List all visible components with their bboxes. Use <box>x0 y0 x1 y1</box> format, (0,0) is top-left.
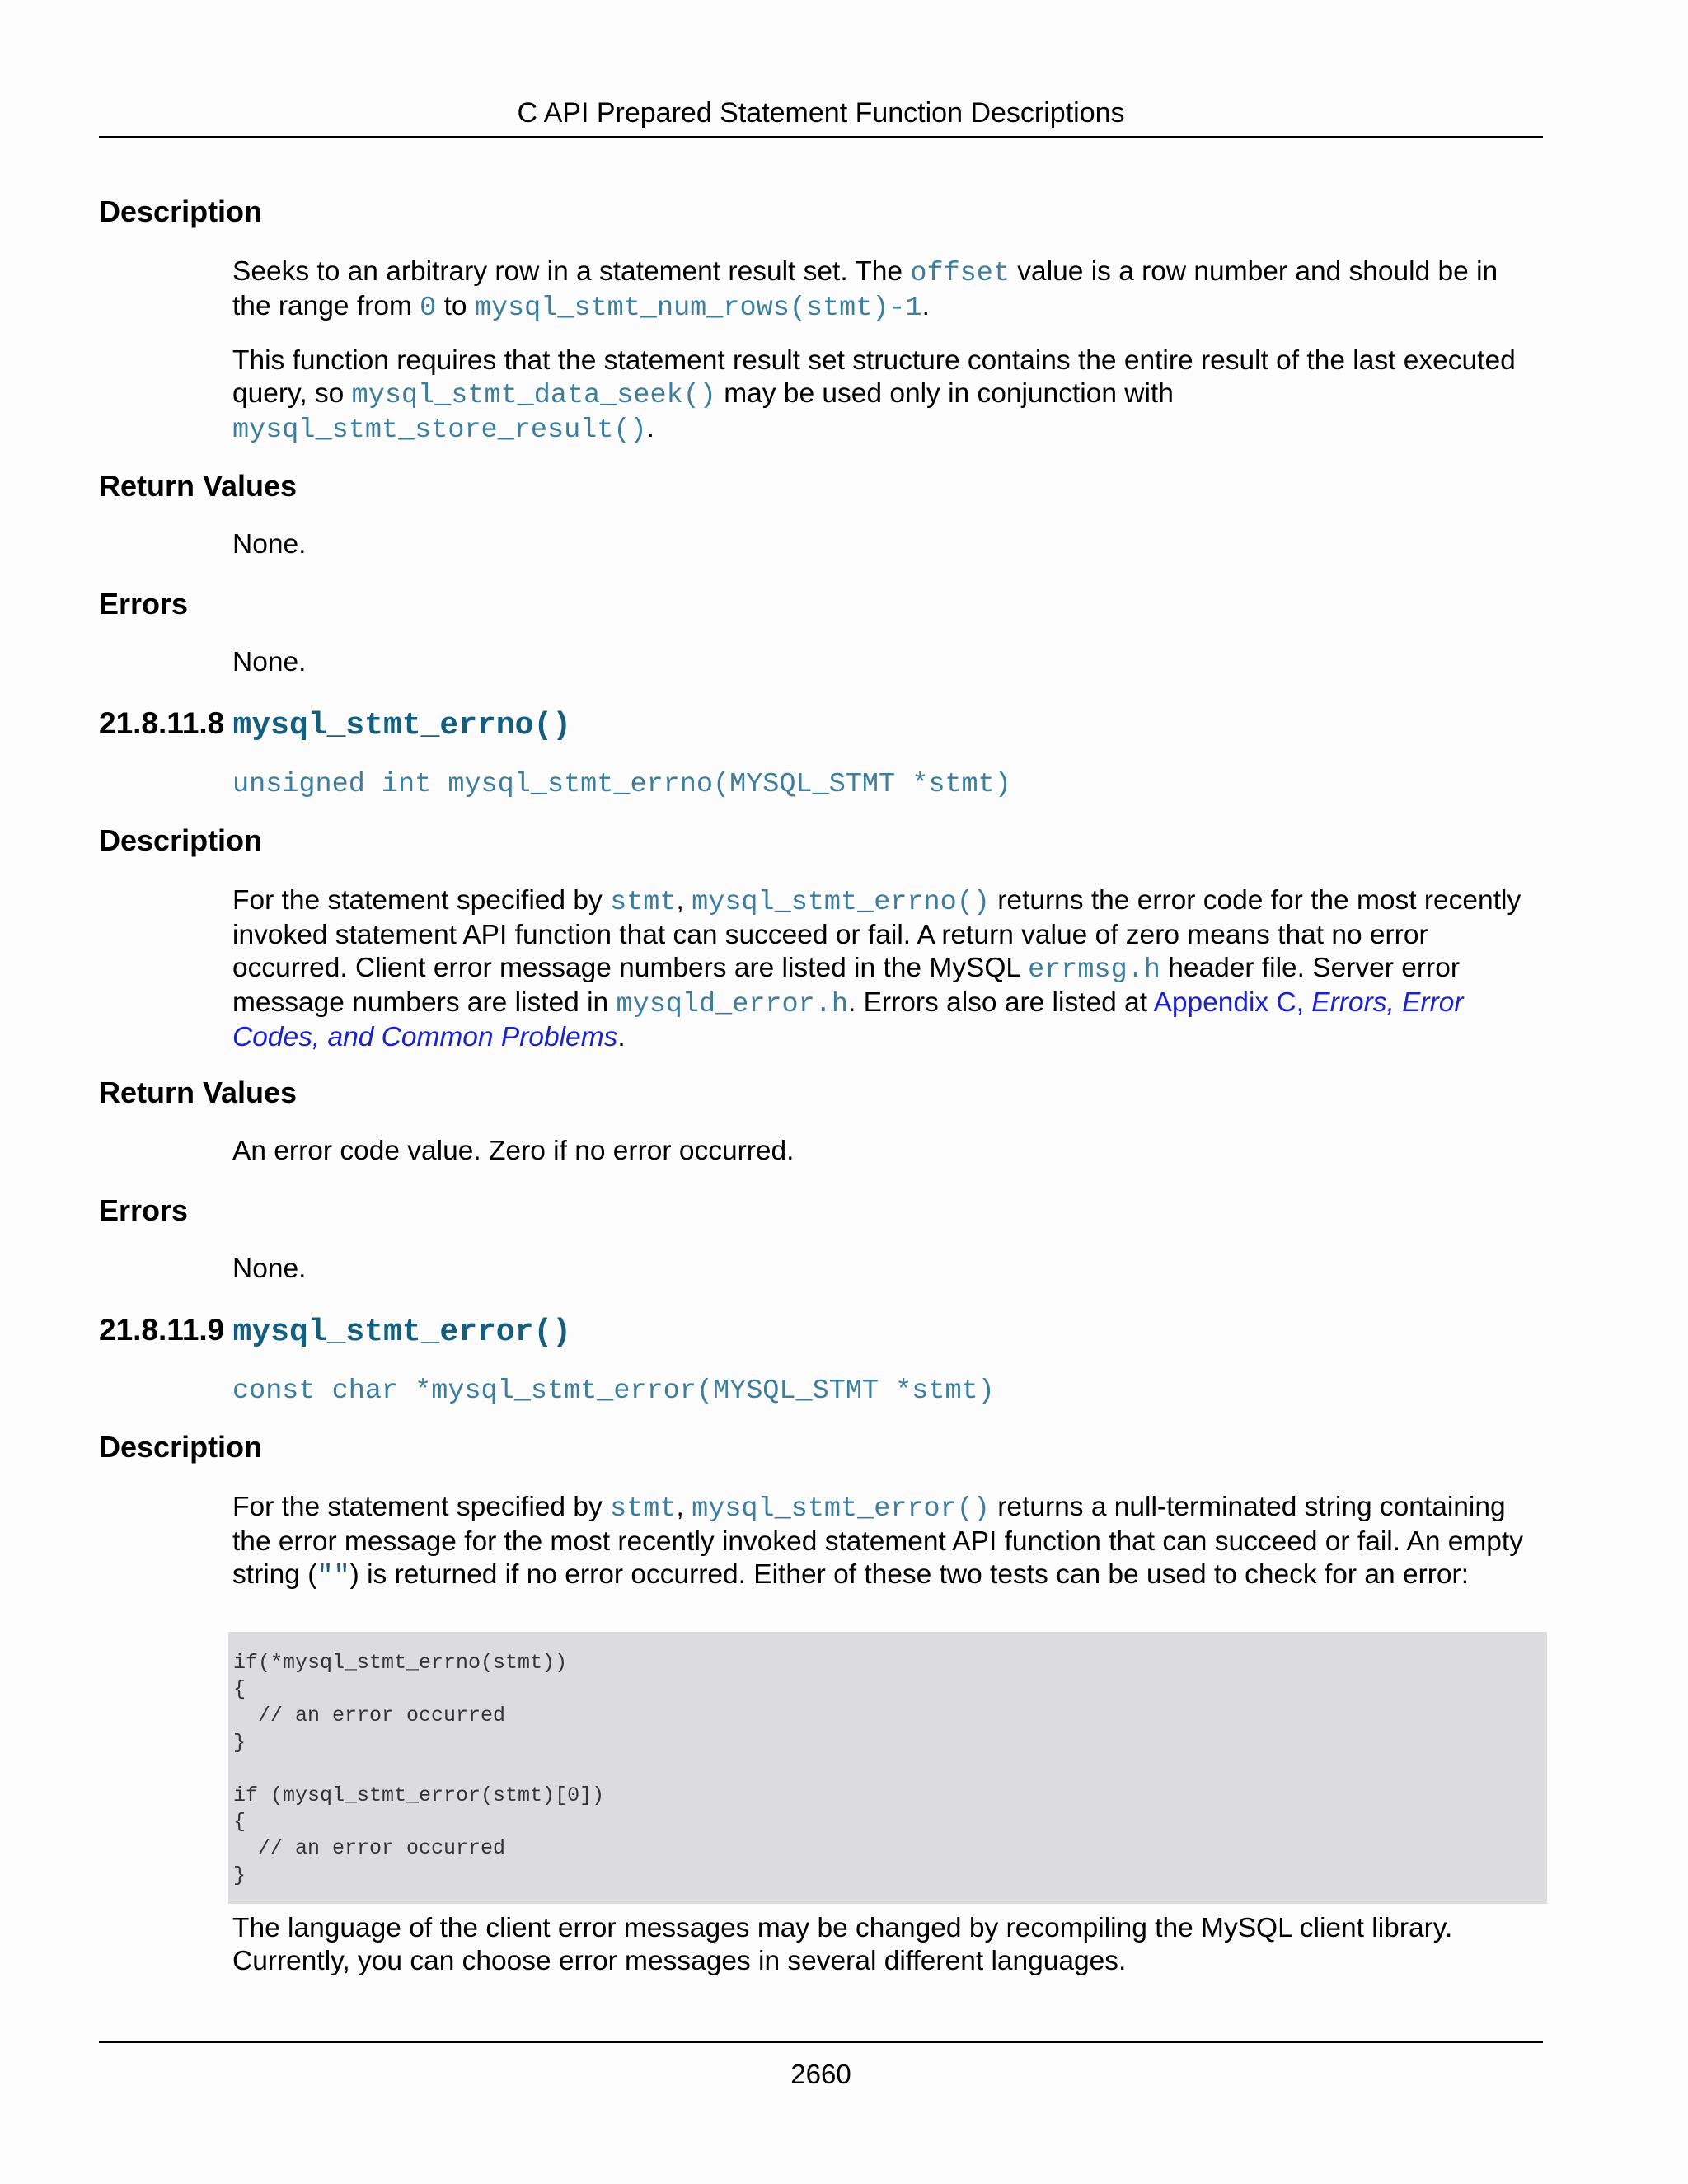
inline-code-stmt: stmt <box>610 1493 677 1525</box>
inline-code-data-seek: mysql_stmt_data_seek() <box>351 380 716 411</box>
return-values-heading: Return Values <box>99 1076 298 1109</box>
function-signature: unsigned int mysql_stmt_errno(MYSQL_STMT *stmt) <box>232 769 1011 800</box>
description-heading: Description <box>99 194 263 228</box>
running-header: C API Prepared Statement Function Descriptions <box>517 97 1125 129</box>
description-heading: Description <box>99 823 263 857</box>
footer-rule <box>99 2041 1543 2043</box>
errors-text: None. <box>232 647 307 677</box>
return-values-heading: Return Values <box>99 469 298 503</box>
description-paragraph: For the statement specified by stmt, mysql_stmt_error() returns a null-terminated string containing the error message for the most recently invoked statement API function that can succeed or fail. An empty string ("") is returned if no error occurred. Either of these two tests can be used to check for an error: <box>232 1492 1523 1592</box>
inline-code-store-result: mysql_stmt_store_result() <box>232 415 647 446</box>
code-example-text: if(*mysql_stmt_errno(stmt)) { // an error occurred } if (mysql_stmt_error(stmt)[0]) { // an error occurred } <box>233 1651 605 1887</box>
function-signature: const char *mysql_stmt_error(MYSQL_STMT *stmt) <box>232 1376 995 1407</box>
header-rule <box>99 136 1543 138</box>
errors-heading: Errors <box>99 587 189 621</box>
inline-code-zero: 0 <box>420 293 437 324</box>
errors-heading: Errors <box>99 1193 189 1227</box>
return-values-text: An error code value. Zero if no error occurred. <box>232 1136 795 1166</box>
inline-code-stmt: stmt <box>610 887 677 918</box>
section-heading-error: 21.8.11.9 mysql_stmt_error() <box>99 1313 572 1350</box>
description-paragraph: For the statement specified by stmt, mysql_stmt_errno() returns the error code for the most recently invoked statement API function that can succeed or fail. A return value of zero means that no error occurred. Client error message numbers are listed in the MySQL errmsg.h header file. Server error message numbers are listed in mysqld_error.h. Errors also are listed at Appendix C, Errors, Error Codes, and Common Problems. <box>232 885 1522 1052</box>
page-number: 2660 <box>790 2059 851 2089</box>
closing-paragraph: The language of the client error messages may be changed by recompiling the MySQL client library. Currently, you can choose error messages in several different languages. <box>232 1913 1453 1976</box>
appendix-c-link[interactable]: Appendix C, Errors, Error Codes, and Common Problems <box>232 987 1464 1052</box>
section-func-errno[interactable]: mysql_stmt_errno() <box>232 708 572 743</box>
inline-code-num-rows: mysql_stmt_num_rows(stmt)-1 <box>474 293 922 324</box>
section-heading-errno: 21.8.11.8 mysql_stmt_errno() <box>99 706 572 743</box>
inline-code-errmsg-h: errmsg.h <box>1028 954 1160 986</box>
inline-code-errno: mysql_stmt_errno() <box>692 887 990 918</box>
inline-code-error: mysql_stmt_error() <box>692 1493 990 1525</box>
description-heading: Description <box>99 1430 263 1464</box>
code-example <box>228 1632 1547 1904</box>
inline-code-empty-string: "" <box>316 1561 350 1592</box>
errors-text: None. <box>232 1254 307 1284</box>
inline-code-offset: offset <box>910 258 1010 289</box>
return-values-text: None. <box>232 529 307 560</box>
description-paragraph: This function requires that the statement result set structure contains the entire result of the last executed query, so mysql_stmt_data_seek() may be used only in conjunction with mysql_stmt_store_result(). <box>232 345 1516 446</box>
description-paragraph: Seeks to an arbitrary row in a statement result set. The offset value is a row number and should be in the range from 0 to mysql_stmt_num_rows(stmt)-1. <box>232 256 1498 324</box>
section-func-error[interactable]: mysql_stmt_error() <box>232 1315 572 1350</box>
inline-code-mysqld-error-h: mysqld_error.h <box>616 989 848 1020</box>
